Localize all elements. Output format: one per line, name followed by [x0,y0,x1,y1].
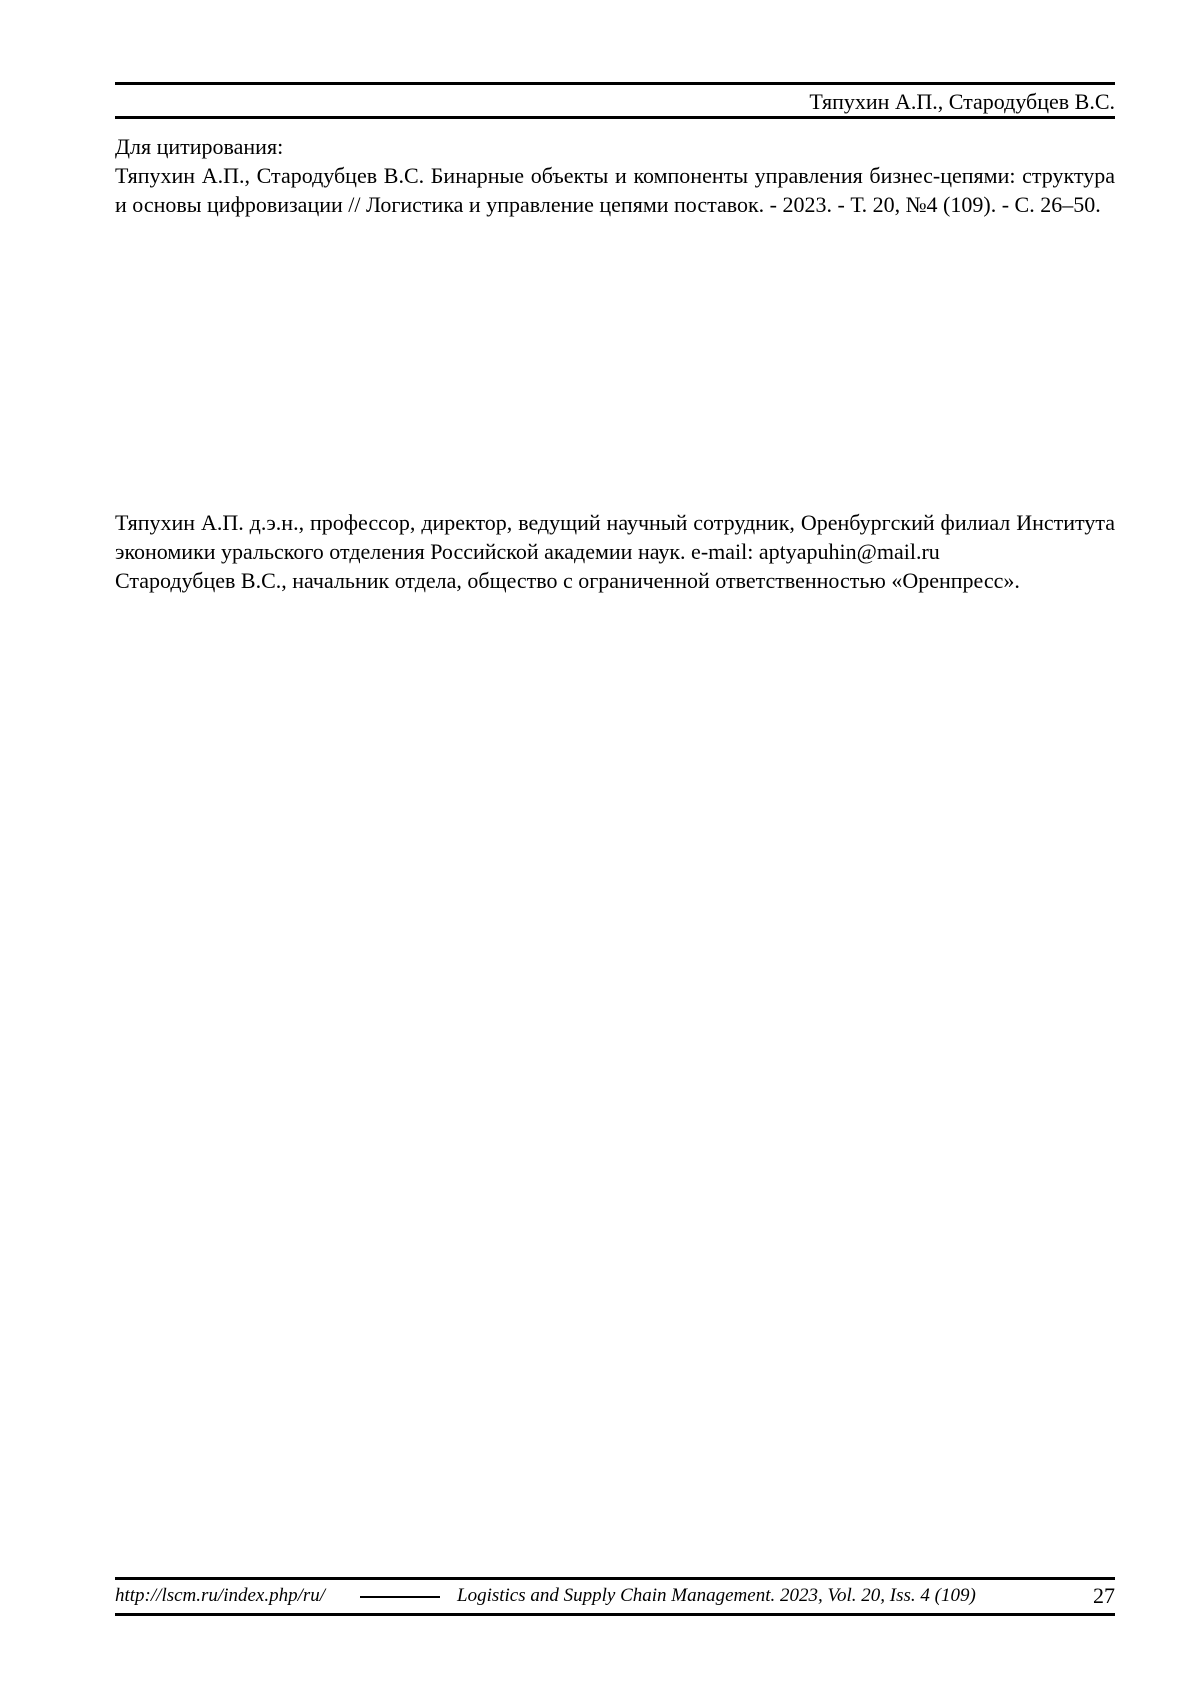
running-head-authors: Тяпухин А.П., Стародубцев В.С. [809,89,1115,114]
page-number: 27 [1093,1583,1115,1608]
footer-dash-divider [360,1596,440,1598]
author-info-block [115,508,1115,595]
header-bottom-rule [115,116,1115,119]
header-top-rule [115,82,1115,85]
footer-bottom-rule [115,1613,1115,1616]
citation-label: Для цитирования: [115,134,284,159]
citation-text: Тяпухин А.П., Стародубцев В.С. Бинарные объекты и компоненты управления бизнес-цепями: структура и основы цифровизации // Логистика и управление цепями поставок. - 2023. - Т. 20, №4 (109). - С. 26–50. [115,163,1115,217]
page-footer [115,1583,1115,1609]
footer-journal-citation: Logistics and Supply Chain Management. 2023, Vol. 20, Iss. 4 (109) [457,1585,976,1606]
author-info-tyapukhin: Тяпухин А.П. д.э.н., профессор, директор, ведущий научный сотрудник, Оренбургский филиал Института экономики уральского отделения Российской академии наук. e-mail: aptyapuhin@mail.ru [115,510,1115,564]
author-info-starodubtsev: Стародубцев В.С., начальник отдела, общество с ограниченной ответственностью «Оренпресс». [115,568,1020,593]
footer-journal-url[interactable]: http://lscm.ru/index.php/ru/ [115,1585,326,1606]
footer-top-rule [115,1577,1115,1580]
citation-block [115,132,1115,219]
